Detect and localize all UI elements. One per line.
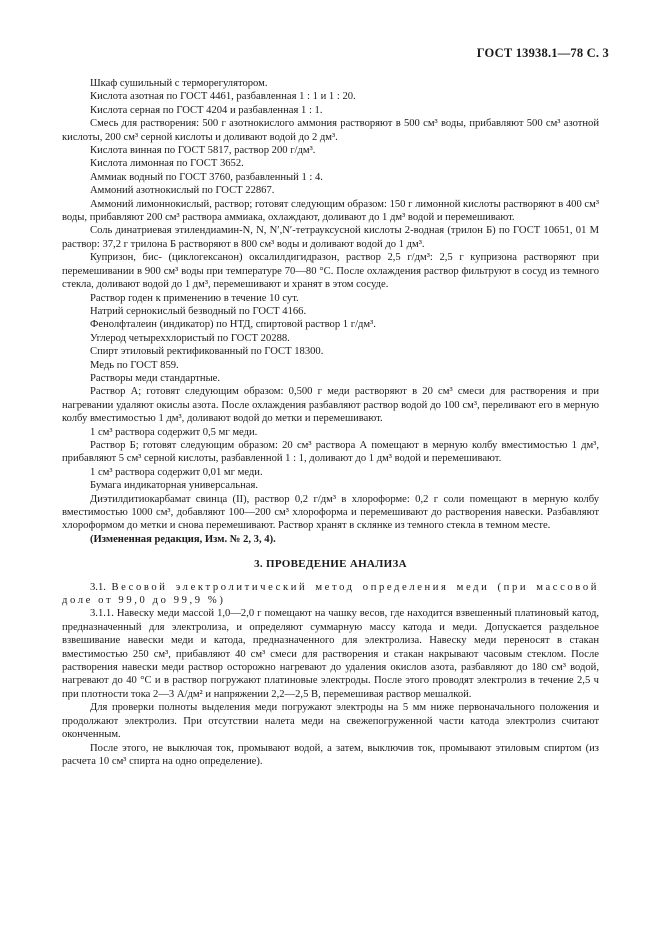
paragraph: Кислота лимонная по ГОСТ 3652. bbox=[90, 158, 244, 170]
paragraph: Раствор Б; готовят следующим образом: 20 см³ раствора А помещают в мерную колбу вместимостью 1 дм³, прибавляют 5 см³ серной кислоты, разбавленной 1 : 1, доливают до 1 дм³ водой и перемешивают. bbox=[62, 439, 599, 465]
paragraph: Кислота азотная по ГОСТ 4461, разбавленная 1 : 1 и 1 : 20. bbox=[90, 91, 356, 103]
paragraph: После этого, не выключая ток, промывают водой, а затем, выключив ток, промывают этиловым спиртом (из расчета 10 см³ спирта на одно определение). bbox=[62, 742, 599, 767]
paragraph: Соль динатриевая этилендиамин-N, N, N′,N′-тетрауксусной кислоты 2-водная (трилон Б) по ГОСТ 10651, 01 М раствор: 37,2 г трилона Б растворяют в 800 см³ воды и доливают водой до 1 дм³. bbox=[62, 225, 599, 250]
paragraph: Купризон, бис- (циклогексанон) оксалилдигидразон, раствор 2,5 г/дм³: 2,5 г купризона растворяют при перемешивании в 900 см³ воды при температуре 70—80 °С. После охлаждения раствор фильтруют в сосуд из темного стекла, доливают водой до 1 дм³, перемешивают и хранят в этом сосуде. bbox=[62, 252, 599, 291]
paragraph: Фенолфталеин (индикатор) по НТД, спиртовой раствор 1 г/дм³. bbox=[90, 319, 376, 331]
paragraph: Кислота винная по ГОСТ 5817, раствор 200 г/дм³. bbox=[90, 145, 316, 157]
paragraph: Спирт этиловый ректификованный по ГОСТ 18300. bbox=[90, 346, 324, 358]
paragraph: 1 см³ раствора содержит 0,01 мг меди. bbox=[90, 466, 263, 478]
edition-note: (Измененная редакция, Изм. № 2, 3, 4). bbox=[90, 533, 276, 545]
subsection-heading bbox=[62, 581, 599, 608]
paragraph: Для проверки полноты выделения меди погружают электроды на 5 мм ниже первоначального положения и продолжают электролиз. При отсутствии налета меди на свежепогруженной части катода электролиз считают оконченным. bbox=[62, 702, 599, 741]
paragraph: Диэтилдитиокарбамат свинца (II), раствор 0,2 г/дм³ в хлороформе: 0,2 г соли помещают в мерную колбу вместимостью 1000 см³, добавляют 100—200 см³ хлороформа и перемешивают до растворения навески. Разбавляют хлороформом до метки и снова перемешивают. Раствор хранят в склянке из темного стекла в темном месте. bbox=[62, 493, 599, 532]
document-body bbox=[62, 77, 599, 768]
paragraph: 3.1.1. Навеску меди массой 1,0—2,0 г помещают на чашку весов, где находится взвешенный платиновый катод, предназначенный для электролиза, и определяют суммарную массу катода и меди. Допускается раздельное взвешивание навески меди и катода, предназначенного для электролиза. Навеску меди переносят в стакан вместимостью 250 см³, прибавляют 40 см³ смеси для растворения и стакан накрывают часовым стеклом. После растворения навески меди раствор осторожно нагревают до удаления окислов азота, разбавляют до 180 см³ водой, нагревают до 40 °С и в раствор погружают платиновые электроды. После этого проводят электролиз в течение 2,5 ч при плотности тока 2—3 А/дм² и напряжении 2,2—2,5 В, перемешивая раствор мешалкой. bbox=[62, 608, 599, 700]
paragraph: Углерод четыреххлористый по ГОСТ 20288. bbox=[90, 332, 290, 344]
page-header: ГОСТ 13938.1—78 С. 3 bbox=[476, 46, 609, 60]
paragraph: Аммоний лимоннокислый, раствор; готовят следующим образом: 150 г лимонной кислоты растворяют в 400 см³ воды, прибавляют 200 см³ раствора аммиака, охлаждают, доливают до 1 дм³ водой и перемешивают. bbox=[62, 198, 599, 224]
paragraph: Шкаф сушильный с терморегулятором. bbox=[90, 78, 268, 89]
subsection-title: Весовой электролитический метод определения меди (при массовой доле от 99,0 до 99,9 %) bbox=[62, 581, 599, 607]
paragraph: Раствор годен к применению в течение 10 сут. bbox=[90, 292, 299, 304]
paragraph: Раствор А; готовят следующим образом: 0,500 г меди растворяют в 20 см³ смеси для растворения и при нагревании удаляют окислы азота. После охлаждения разбавляют раствор водой до 100 см³, переливают его в мерную колбу вместимостью 1 дм³, доливают водой до метки и перемешивают. bbox=[62, 386, 599, 425]
paragraph: Аммоний азотнокислый по ГОСТ 22867. bbox=[90, 185, 275, 197]
subsection-number: 3.1. bbox=[90, 581, 106, 593]
paragraph: Кислота серная по ГОСТ 4204 и разбавленная 1 : 1. bbox=[90, 104, 323, 116]
paragraph: Аммиак водный по ГОСТ 3760, разбавленный 1 : 4. bbox=[90, 171, 323, 183]
paragraph: Смесь для растворения: 500 г азотнокислого аммония растворяют в 500 см³ воды, прибавляют 500 см³ азотной кислоты, 200 см³ серной кислоты и доливают водой до 2 дм³. bbox=[62, 118, 599, 143]
section-title: 3. ПРОВЕДЕНИЕ АНАЛИЗА bbox=[254, 558, 407, 571]
paragraph: Растворы меди стандартные. bbox=[90, 372, 221, 384]
paragraph: Натрий сернокислый безводный по ГОСТ 4166. bbox=[90, 305, 307, 317]
paragraph: 1 см³ раствора содержит 0,5 мг меди. bbox=[90, 426, 258, 438]
paragraph: Медь по ГОСТ 859. bbox=[90, 359, 179, 371]
paragraph: Бумага индикаторная универсальная. bbox=[90, 480, 259, 492]
